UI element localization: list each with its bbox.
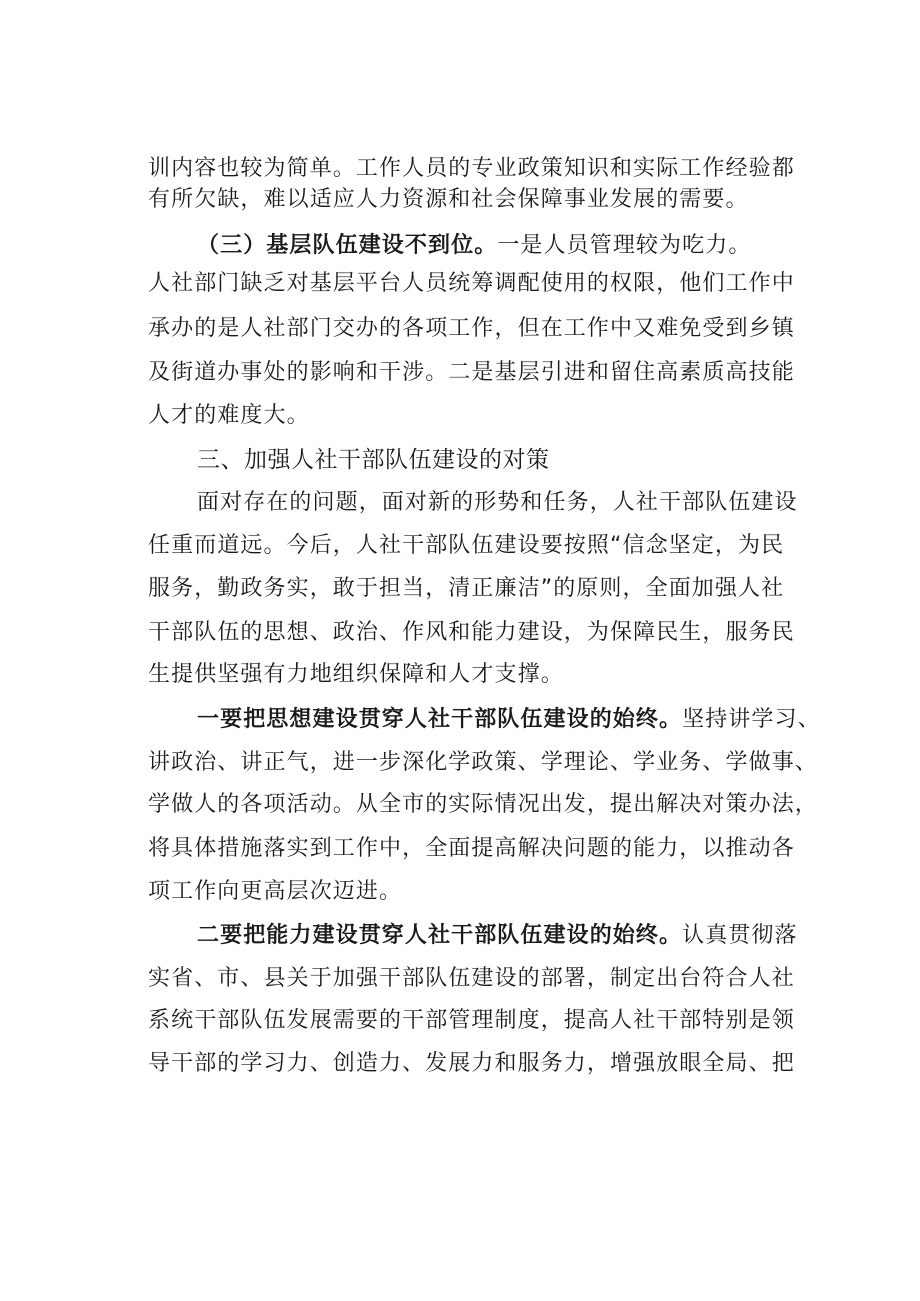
text-line: 训内容也较为简单。工作人员的专业政策知识和实际工作经验都 bbox=[148, 156, 795, 181]
text-line: 及街道办事处的影响和干涉。二是基层引进和留住高素质高技能 bbox=[148, 360, 795, 385]
text-line: 系统干部队伍发展需要的干部管理制度，提高人社干部特别是领 bbox=[148, 1008, 795, 1033]
text-line: 人社部门缺乏对基层平台人员统筹调配使用的权限，他们工作中 bbox=[148, 271, 795, 296]
section-heading: 三、加强人社干部队伍建设的对策 bbox=[197, 447, 550, 473]
text-line: 服务，勤政务实，敢于担当，清正廉洁”的原则，全面加强人社 bbox=[148, 576, 785, 601]
text-run: 认真贯彻落 bbox=[682, 923, 798, 948]
text-line: 承办的是人社部门交办的各项工作，但在工作中又难免受到乡镇 bbox=[148, 316, 795, 341]
text-line: 生提供坚强有力地组织保障和人才支撑。 bbox=[148, 662, 564, 687]
text-run: 坚持讲学习、 bbox=[682, 707, 821, 732]
text-line: 人才的难度大。 bbox=[148, 403, 310, 428]
text-line: 面对存在的问题，面对新的形势和任务，人社干部队伍建设 bbox=[197, 490, 798, 515]
text-line: 学做人的各项活动。从全市的实际情况出发，提出解决对策办法， bbox=[148, 792, 818, 817]
bold-lead: 一要把思想建设贯穿人社干部队伍建设的始终。 bbox=[197, 707, 683, 732]
subsection-heading: （三）基层队伍建设不到位。 bbox=[197, 233, 498, 258]
text-line: 实省、市、县关于加强干部队伍建设的部署，制定出台符合人社 bbox=[148, 966, 795, 991]
text-line: 有所欠缺，难以适应人力资源和社会保障事业发展的需要。 bbox=[148, 187, 749, 212]
subsection-paragraph-start bbox=[197, 226, 828, 266]
text-line: 任重而道远。今后，人社干部队伍建设要按照“信念坚定，为民 bbox=[148, 533, 785, 558]
text-line: 项工作向更高层次迈进。 bbox=[148, 879, 403, 904]
text-run: 一是人员管理较为吃力。 bbox=[497, 233, 752, 258]
text-line: 讲政治、讲正气，进一步深化学政策、学理论、学业务、学做事、 bbox=[148, 750, 818, 775]
text-line: 干部队伍的思想、政治、作风和能力建设，为保障民生，服务民 bbox=[148, 620, 795, 645]
text-line: 导干部的学习力、创造力、发展力和服务力，增强放眼全局、把 bbox=[148, 1051, 795, 1076]
text-line: 将具体措施落实到工作中，全面提高解决问题的能力，以推动各 bbox=[148, 836, 795, 861]
paragraph-start bbox=[197, 700, 828, 740]
paragraph-start bbox=[197, 916, 828, 956]
bold-lead: 二要把能力建设贯穿人社干部队伍建设的始终。 bbox=[197, 923, 683, 948]
